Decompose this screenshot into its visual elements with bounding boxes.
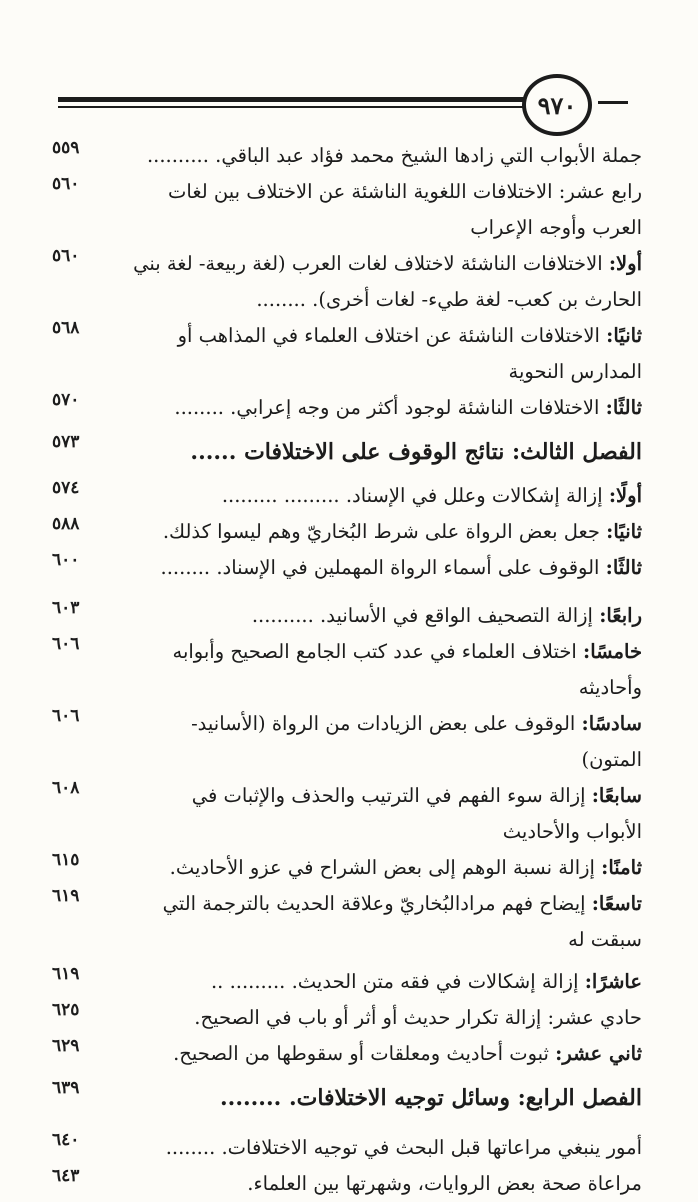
toc-page-number: ٥٧٣ xyxy=(52,432,80,452)
toc-entry-text: الفصل الثالث: نتائج الوقوف على الاختلافات xyxy=(244,439,642,465)
toc-entry xyxy=(52,634,642,706)
toc-entry-text: رابع عشر: الاختلافات اللغوية الناشئة عن الاختلاف بين لغات العرب وأوجه الإعراب xyxy=(168,180,642,239)
toc-page-number: ٥٦٠ xyxy=(52,174,80,194)
toc-entry-text: إزالة إشكالات وعلل في الإسناد. xyxy=(345,484,609,507)
toc-entry-lead: تاسعًا: xyxy=(591,892,642,915)
toc-entry xyxy=(52,1166,642,1202)
toc-entry xyxy=(52,850,642,886)
toc-leader-dots: ...... xyxy=(190,439,237,465)
toc-leader-dots: .......... xyxy=(146,144,209,167)
toc-entry xyxy=(52,390,642,426)
toc-page-number: ٦١٥ xyxy=(52,850,80,870)
toc-entry-text: الوقوف على بعض الزيادات من الرواة (الأسانيد- المتون) xyxy=(191,712,642,771)
toc-entry xyxy=(52,886,642,958)
toc-page-number: ٥٨٨ xyxy=(52,514,80,534)
toc-entry-lead: ثالثًا: xyxy=(605,556,642,579)
toc-entry-lead: ثامنًا: xyxy=(601,856,642,879)
toc-entry-lead: ثانيًا: xyxy=(606,324,642,347)
toc-leader-dots: ......... .. xyxy=(210,970,286,993)
toc-page-number: ٦٢٥ xyxy=(52,1000,80,1020)
toc-entry-lead: خامسًا: xyxy=(583,640,642,663)
toc-entry-text: الفصل الرابع: وسائل توجيه الاختلافات. xyxy=(288,1085,642,1111)
page-header xyxy=(58,70,628,130)
header-rule-thick xyxy=(58,97,528,102)
toc-entry-text: حادي عشر: إزالة تكرار حديث أو أثر أو باب في الصحيح. xyxy=(194,1006,642,1029)
toc-page-number: ٦٠٠ xyxy=(52,550,80,570)
toc-page-number: ٦١٩ xyxy=(52,886,80,906)
toc-entry-text: إيضاح فهم مرادالبُخاريّ وعلاقة الحديث بالترجمة التي سبقت له xyxy=(162,892,642,951)
toc-entry-lead: أولًا: xyxy=(608,484,642,507)
toc-chapter-heading xyxy=(52,432,642,472)
toc-entry xyxy=(52,1130,642,1166)
toc-entry-text: إزالة سوء الفهم في الترتيب والحذف والإثبات في الأبواب والأحاديث xyxy=(191,784,642,843)
header-rule-thin xyxy=(58,106,528,108)
toc-page-number: ٦٠٨ xyxy=(52,778,80,798)
toc-entry-text: ثبوت أحاديث ومعلقات أو سقوطها من الصحيح. xyxy=(173,1042,556,1065)
toc-entry-lead: أولا: xyxy=(608,252,642,275)
toc-page-number: ٦٤٣ xyxy=(52,1166,80,1186)
toc-entry-text: الاختلافات الناشئة عن اختلاف العلماء في المذاهب أو المدارس النحوية xyxy=(177,324,642,383)
toc-page-number: ٦٣٩ xyxy=(52,1078,80,1098)
toc-page-number: ٦٠٣ xyxy=(52,598,80,618)
toc-page-number: ٦٠٦ xyxy=(52,634,80,654)
toc-leader-dots: .......... xyxy=(251,604,314,627)
toc-entry-text: اختلاف العلماء في عدد كتب الجامع الصحيح وأبوابه وأحاديثه xyxy=(172,640,642,699)
toc-entry xyxy=(52,478,642,514)
toc-page-number: ٥٧٤ xyxy=(52,478,80,498)
toc-entry-text: إزالة نسبة الوهم إلى بعض الشراح في عزو الأحاديث. xyxy=(169,856,602,879)
toc-page-number: ٦٤٠ xyxy=(52,1130,80,1150)
toc-entry xyxy=(52,550,642,586)
toc-page-number: ٥٦٠ xyxy=(52,246,80,266)
toc-entry-text: مراعاة صحة بعض الروايات، وشهرتها بين العلماء. xyxy=(247,1172,642,1195)
toc-entry xyxy=(52,598,642,634)
toc-entry-lead: سابعًا: xyxy=(591,784,642,807)
toc-entry-text: جملة الأبواب التي زادها الشيخ محمد فؤاد عبد الباقي. xyxy=(215,144,642,167)
toc-leader-dots: ........ xyxy=(256,288,306,311)
toc-entry xyxy=(52,778,642,850)
toc-entry-text: إزالة التصحيف الواقع في الأسانيد. xyxy=(320,604,600,627)
toc-entry-lead: رابعًا: xyxy=(599,604,642,627)
page-number: ٩٧٠ xyxy=(522,74,592,136)
toc-leader-dots: ........ xyxy=(174,396,224,419)
toc-entry-text: الاختلافات الناشئة لاختلاف لغات العرب (لغة ربيعة- لغة بني الحارث بن كعب- لغة طيء- لغات أخرى). xyxy=(133,252,642,311)
toc-leader-dots: ........ xyxy=(160,556,211,579)
toc-chapter-heading xyxy=(52,1078,642,1118)
toc-entry-text: إزالة إشكالات في فقه متن الحديث. xyxy=(291,970,585,993)
toc-entry-lead: عاشرًا: xyxy=(584,970,642,993)
toc-entry-lead: سادسًا: xyxy=(581,712,642,735)
toc-page-number: ٥٥٩ xyxy=(52,138,80,158)
toc-page-number: ٥٦٨ xyxy=(52,318,80,338)
toc-entry xyxy=(52,706,642,778)
toc-entry xyxy=(52,246,642,318)
toc-entry-lead: ثاني عشر: xyxy=(555,1042,642,1065)
header-rule-right xyxy=(598,101,628,104)
toc-page-number: ٦٠٦ xyxy=(52,706,80,726)
toc-entry xyxy=(52,138,642,174)
toc-entry-text: الوقوف على أسماء الرواة المهملين في الإسناد. xyxy=(216,556,606,579)
toc-entry-text: أمور ينبغي مراعاتها قبل البحث في توجيه الاختلافات. xyxy=(221,1136,642,1159)
toc-entry-text: جعل بعض الرواة على شرط البُخاريّ وهم ليسوا كذلك. xyxy=(162,520,607,543)
toc-leader-dots: ......... ......... xyxy=(221,484,340,507)
toc-page-number: ٦٢٩ xyxy=(52,1036,80,1056)
toc-entry xyxy=(52,514,642,550)
toc-entry xyxy=(52,964,642,1000)
toc-entry xyxy=(52,1000,642,1036)
toc-page-number: ٥٧٠ xyxy=(52,390,80,410)
toc-entry-lead: ثالثًا: xyxy=(605,396,642,419)
toc-entry xyxy=(52,174,642,246)
toc-leader-dots: ........ xyxy=(220,1085,282,1111)
toc-entry-lead: ثانيًا: xyxy=(606,520,642,543)
table-of-contents xyxy=(52,138,642,1202)
toc-page-number: ٦١٩ xyxy=(52,964,80,984)
toc-leader-dots: ........ xyxy=(165,1136,216,1159)
toc-entry-text: الاختلافات الناشئة لوجود أكثر من وجه إعرابي. xyxy=(230,396,606,419)
toc-entry xyxy=(52,1036,642,1072)
toc-entry xyxy=(52,318,642,390)
